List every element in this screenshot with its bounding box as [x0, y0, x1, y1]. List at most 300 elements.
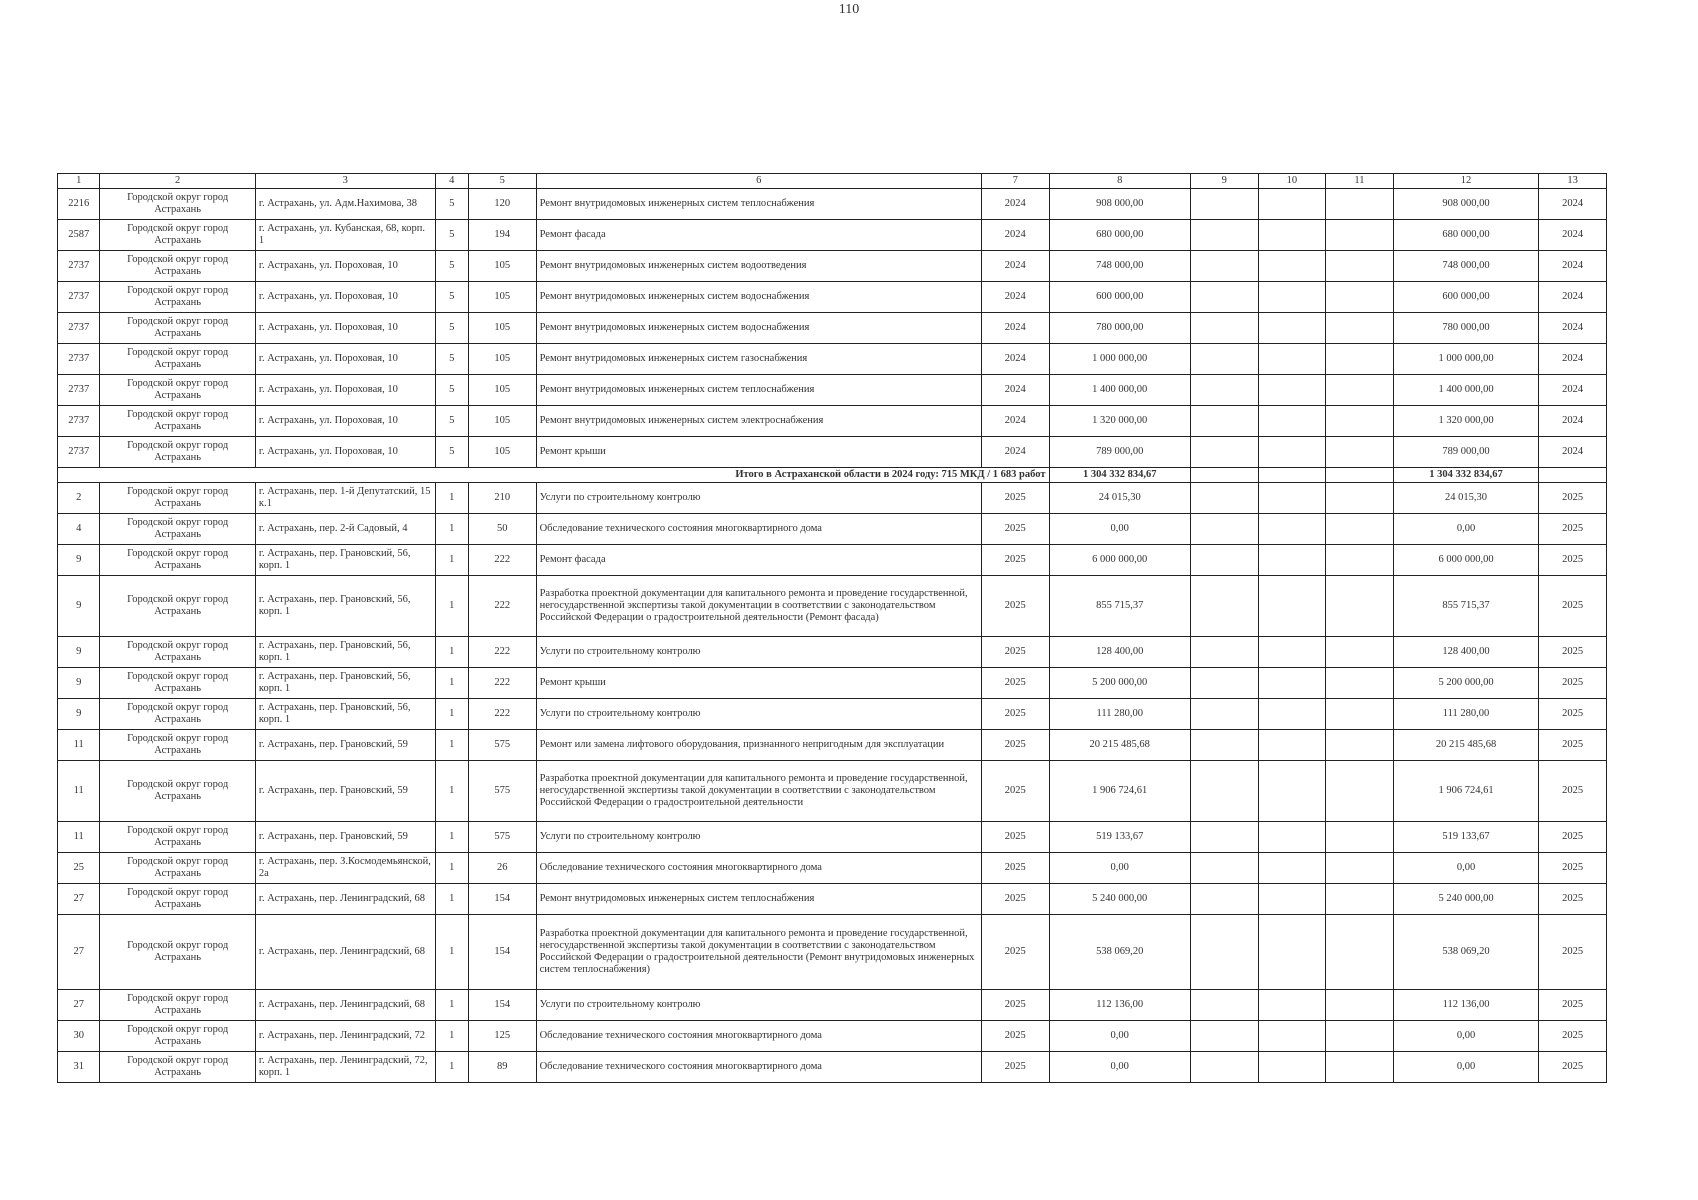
column-number: 8 — [1049, 174, 1190, 189]
table-row — [58, 699, 1607, 730]
group-code: 1 — [435, 668, 468, 699]
table-row — [58, 545, 1607, 576]
table-cell-empty — [1190, 406, 1258, 437]
completion-year: 2024 — [1539, 251, 1607, 282]
table-cell-empty — [1326, 915, 1394, 990]
table-cell-empty — [1539, 468, 1607, 483]
address: г. Астрахань, пер. Грановский, 56, корп. 1 — [255, 545, 435, 576]
column-number: 6 — [536, 174, 981, 189]
row-number: 2216 — [58, 189, 100, 220]
work-type: Ремонт внутридомовых инженерных систем водоснабжения — [536, 282, 981, 313]
table-cell-empty — [1326, 1021, 1394, 1052]
house-id: 154 — [468, 990, 536, 1021]
group-code: 1 — [435, 514, 468, 545]
group-code: 1 — [435, 884, 468, 915]
table-cell-empty — [1190, 375, 1258, 406]
column-number: 2 — [100, 174, 256, 189]
table-cell-empty — [1258, 344, 1326, 375]
table-cell-empty — [1258, 637, 1326, 668]
work-cost: 855 715,37 — [1049, 576, 1190, 637]
table-row — [58, 220, 1607, 251]
work-cost: 20 215 485,68 — [1049, 730, 1190, 761]
house-id: 120 — [468, 189, 536, 220]
page-number: 110 — [838, 2, 860, 17]
row-number: 4 — [58, 514, 100, 545]
table-cell-empty — [1258, 576, 1326, 637]
planned-year: 2025 — [981, 668, 1049, 699]
work-cost: 0,00 — [1049, 1052, 1190, 1083]
table-row — [58, 189, 1607, 220]
work-type: Ремонт или замена лифтового оборудования, признанного непригодным для эксплуатации — [536, 730, 981, 761]
row-number: 11 — [58, 761, 100, 822]
rows-2025 — [58, 483, 1607, 1083]
completion-year: 2025 — [1539, 915, 1607, 990]
municipality: Городской округ город Астрахань — [100, 220, 256, 251]
table-cell-empty — [1326, 251, 1394, 282]
final-cost: 20 215 485,68 — [1393, 730, 1538, 761]
address: г. Астрахань, пер. Грановский, 59 — [255, 761, 435, 822]
column-number: 5 — [468, 174, 536, 189]
address: г. Астрахань, пер. Грановский, 56, корп. 1 — [255, 637, 435, 668]
row-number: 2737 — [58, 375, 100, 406]
table-cell-empty — [1326, 668, 1394, 699]
table-cell-empty — [1258, 668, 1326, 699]
row-number: 9 — [58, 637, 100, 668]
group-code: 1 — [435, 699, 468, 730]
final-cost: 5 200 000,00 — [1393, 668, 1538, 699]
work-cost: 1 400 000,00 — [1049, 375, 1190, 406]
table-cell-empty — [1258, 468, 1326, 483]
address: г. Астрахань, пер. Грановский, 56, корп. 1 — [255, 699, 435, 730]
work-type: Услуги по строительному контролю — [536, 699, 981, 730]
column-number: 10 — [1258, 174, 1326, 189]
work-type: Ремонт внутридомовых инженерных систем водоотведения — [536, 251, 981, 282]
address: г. Астрахань, пер. Грановский, 56, корп. 1 — [255, 668, 435, 699]
group-code: 1 — [435, 1052, 468, 1083]
address: г. Астрахань, ул. Пороховая, 10 — [255, 375, 435, 406]
table-cell-empty — [1326, 884, 1394, 915]
work-type: Ремонт крыши — [536, 668, 981, 699]
row-number: 2737 — [58, 406, 100, 437]
column-number: 12 — [1393, 174, 1538, 189]
table-row — [58, 822, 1607, 853]
final-cost: 748 000,00 — [1393, 251, 1538, 282]
table-cell-empty — [1326, 220, 1394, 251]
table-cell-empty — [1326, 990, 1394, 1021]
house-id: 575 — [468, 761, 536, 822]
row-number: 2737 — [58, 313, 100, 344]
table-row — [58, 915, 1607, 990]
final-cost: 128 400,00 — [1393, 637, 1538, 668]
table-cell-empty — [1190, 189, 1258, 220]
house-id: 50 — [468, 514, 536, 545]
table-cell-empty — [1326, 313, 1394, 344]
table-row — [58, 282, 1607, 313]
table-cell-empty — [1258, 915, 1326, 990]
table-cell-empty — [1326, 189, 1394, 220]
work-type: Услуги по строительному контролю — [536, 822, 981, 853]
planned-year: 2025 — [981, 483, 1049, 514]
group-code: 1 — [435, 637, 468, 668]
address: г. Астрахань, пер. Грановский, 56, корп. 1 — [255, 576, 435, 637]
work-type: Услуги по строительному контролю — [536, 990, 981, 1021]
row-number: 27 — [58, 884, 100, 915]
table-cell-empty — [1258, 699, 1326, 730]
table-cell-empty — [1326, 853, 1394, 884]
table-cell-empty — [1190, 576, 1258, 637]
table-cell-empty — [1258, 730, 1326, 761]
completion-year: 2024 — [1539, 344, 1607, 375]
planned-year: 2025 — [981, 990, 1049, 1021]
final-cost: 0,00 — [1393, 1052, 1538, 1083]
house-id: 194 — [468, 220, 536, 251]
final-cost: 600 000,00 — [1393, 282, 1538, 313]
table-cell-empty — [1190, 251, 1258, 282]
completion-year: 2025 — [1539, 699, 1607, 730]
table-cell-empty — [1258, 853, 1326, 884]
house-id: 154 — [468, 915, 536, 990]
completion-year: 2025 — [1539, 853, 1607, 884]
total-cost: 1 304 332 834,67 — [1049, 468, 1190, 483]
municipality: Городской округ город Астрахань — [100, 915, 256, 990]
table-row — [58, 313, 1607, 344]
row-number: 27 — [58, 915, 100, 990]
address: г. Астрахань, ул. Пороховая, 10 — [255, 251, 435, 282]
completion-year: 2025 — [1539, 730, 1607, 761]
municipality: Городской округ город Астрахань — [100, 514, 256, 545]
address: г. Астрахань, пер. Ленинградский, 72 — [255, 1021, 435, 1052]
group-code: 5 — [435, 406, 468, 437]
work-type: Ремонт крыши — [536, 437, 981, 468]
house-id: 105 — [468, 313, 536, 344]
table-cell-empty — [1258, 884, 1326, 915]
table-cell-empty — [1258, 1021, 1326, 1052]
row-number: 11 — [58, 822, 100, 853]
final-cost: 0,00 — [1393, 853, 1538, 884]
table-cell-empty — [1190, 313, 1258, 344]
house-id: 105 — [468, 375, 536, 406]
table-cell-empty — [1326, 375, 1394, 406]
table-row — [58, 668, 1607, 699]
house-id: 26 — [468, 853, 536, 884]
row-number: 25 — [58, 853, 100, 884]
completion-year: 2025 — [1539, 1021, 1607, 1052]
group-code: 1 — [435, 1021, 468, 1052]
column-number: 1 — [58, 174, 100, 189]
final-cost: 0,00 — [1393, 1021, 1538, 1052]
capital-repair-table — [57, 173, 1607, 1083]
municipality: Городской округ город Астрахань — [100, 437, 256, 468]
final-cost: 1 320 000,00 — [1393, 406, 1538, 437]
final-cost: 6 000 000,00 — [1393, 545, 1538, 576]
municipality: Городской округ город Астрахань — [100, 853, 256, 884]
row-number: 31 — [58, 1052, 100, 1083]
row-number: 27 — [58, 990, 100, 1021]
total-label: Итого в Астраханской области в 2024 году: 715 МКД / 1 683 работ — [58, 468, 1050, 483]
address: г. Астрахань, пер. Ленинградский, 68 — [255, 915, 435, 990]
work-cost: 680 000,00 — [1049, 220, 1190, 251]
municipality: Городской округ город Астрахань — [100, 282, 256, 313]
address: г. Астрахань, пер. Грановский, 59 — [255, 730, 435, 761]
table-cell-empty — [1326, 406, 1394, 437]
work-cost: 0,00 — [1049, 1021, 1190, 1052]
table-cell-empty — [1326, 637, 1394, 668]
table-cell-empty — [1258, 437, 1326, 468]
address: г. Астрахань, ул. Пороховая, 10 — [255, 406, 435, 437]
completion-year: 2025 — [1539, 761, 1607, 822]
final-cost: 680 000,00 — [1393, 220, 1538, 251]
table-cell-empty — [1258, 313, 1326, 344]
table-row — [58, 1052, 1607, 1083]
table-row — [58, 251, 1607, 282]
work-type: Ремонт внутридомовых инженерных систем теплоснабжения — [536, 375, 981, 406]
table-cell-empty — [1190, 514, 1258, 545]
table-row — [58, 437, 1607, 468]
table-row — [58, 1021, 1607, 1052]
planned-year: 2024 — [981, 375, 1049, 406]
final-cost: 908 000,00 — [1393, 189, 1538, 220]
work-cost: 748 000,00 — [1049, 251, 1190, 282]
house-id: 222 — [468, 699, 536, 730]
column-number: 9 — [1190, 174, 1258, 189]
table-cell-empty — [1258, 220, 1326, 251]
table-cell-empty — [1258, 822, 1326, 853]
completion-year: 2025 — [1539, 576, 1607, 637]
planned-year: 2025 — [981, 915, 1049, 990]
group-code: 1 — [435, 822, 468, 853]
table-cell-empty — [1326, 468, 1394, 483]
completion-year: 2025 — [1539, 822, 1607, 853]
planned-year: 2025 — [981, 576, 1049, 637]
completion-year: 2024 — [1539, 406, 1607, 437]
address: г. Астрахань, ул. Адм.Нахимова, 38 — [255, 189, 435, 220]
municipality: Городской округ город Астрахань — [100, 406, 256, 437]
work-type: Ремонт внутридомовых инженерных систем газоснабжения — [536, 344, 981, 375]
work-type: Обследование технического состояния многоквартирного дома — [536, 1021, 981, 1052]
table-cell-empty — [1258, 761, 1326, 822]
table-cell-empty — [1326, 699, 1394, 730]
final-cost: 519 133,67 — [1393, 822, 1538, 853]
row-number: 2737 — [58, 344, 100, 375]
table-cell-empty — [1190, 668, 1258, 699]
row-number: 2737 — [58, 282, 100, 313]
table-cell-empty — [1258, 514, 1326, 545]
completion-year: 2025 — [1539, 637, 1607, 668]
group-code: 5 — [435, 189, 468, 220]
row-number: 30 — [58, 1021, 100, 1052]
house-id: 210 — [468, 483, 536, 514]
work-type: Ремонт внутридомовых инженерных систем теплоснабжения — [536, 884, 981, 915]
group-code: 1 — [435, 545, 468, 576]
address: г. Астрахань, ул. Пороховая, 10 — [255, 437, 435, 468]
work-type: Обследование технического состояния многоквартирного дома — [536, 1052, 981, 1083]
completion-year: 2025 — [1539, 990, 1607, 1021]
final-cost: 1 000 000,00 — [1393, 344, 1538, 375]
municipality: Городской округ город Астрахань — [100, 483, 256, 514]
address: г. Астрахань, пер. Ленинградский, 72, корп. 1 — [255, 1052, 435, 1083]
work-type: Разработка проектной документации для капитального ремонта и проведение государственной, негосударственной экспертизы такой документации в соответствии с законодательством Российской Федерации о градостроительной деятельности (Ремонт фасада) — [536, 576, 981, 637]
row-number: 2737 — [58, 251, 100, 282]
column-number: 11 — [1326, 174, 1394, 189]
house-id: 222 — [468, 576, 536, 637]
table-row — [58, 514, 1607, 545]
table-cell-empty — [1326, 514, 1394, 545]
table-cell-empty — [1190, 468, 1258, 483]
group-code: 5 — [435, 220, 468, 251]
work-cost: 908 000,00 — [1049, 189, 1190, 220]
completion-year: 2025 — [1539, 545, 1607, 576]
table-cell-empty — [1190, 1052, 1258, 1083]
municipality: Городской округ город Астрахань — [100, 1052, 256, 1083]
house-id: 575 — [468, 730, 536, 761]
table-row — [58, 730, 1607, 761]
table-row — [58, 884, 1607, 915]
planned-year: 2025 — [981, 884, 1049, 915]
municipality: Городской округ город Астрахань — [100, 761, 256, 822]
municipality: Городской округ город Астрахань — [100, 699, 256, 730]
table-cell-empty — [1258, 545, 1326, 576]
table-cell-empty — [1258, 406, 1326, 437]
total-row — [58, 468, 1607, 483]
work-cost: 0,00 — [1049, 514, 1190, 545]
planned-year: 2025 — [981, 1052, 1049, 1083]
work-type: Разработка проектной документации для капитального ремонта и проведение государственной, негосударственной экспертизы такой документации в соответствии с законодательством Российской Федерации о градостроительной деятельности (Ремонт внутридомовых инженерных систем теплоснабжения) — [536, 915, 981, 990]
group-code: 1 — [435, 761, 468, 822]
column-number: 13 — [1539, 174, 1607, 189]
table-cell-empty — [1258, 282, 1326, 313]
work-type: Разработка проектной документации для капитального ремонта и проведение государственной, негосударственной экспертизы такой документации в соответствии с законодательством Российской Федерации о градостроительной деятельности — [536, 761, 981, 822]
house-id: 105 — [468, 344, 536, 375]
final-cost: 112 136,00 — [1393, 990, 1538, 1021]
table-cell-empty — [1190, 853, 1258, 884]
planned-year: 2025 — [981, 545, 1049, 576]
table-cell-empty — [1326, 545, 1394, 576]
table-cell-empty — [1190, 637, 1258, 668]
table-cell-empty — [1190, 884, 1258, 915]
table-cell-empty — [1326, 437, 1394, 468]
municipality: Городской округ город Астрахань — [100, 668, 256, 699]
work-cost: 1 320 000,00 — [1049, 406, 1190, 437]
house-id: 222 — [468, 545, 536, 576]
row-number: 11 — [58, 730, 100, 761]
group-code: 5 — [435, 344, 468, 375]
planned-year: 2025 — [981, 761, 1049, 822]
table-cell-empty — [1190, 282, 1258, 313]
table-cell-empty — [1326, 576, 1394, 637]
table-cell-empty — [1326, 282, 1394, 313]
planned-year: 2025 — [981, 637, 1049, 668]
table-cell-empty — [1190, 1021, 1258, 1052]
work-type: Ремонт внутридомовых инженерных систем водоснабжения — [536, 313, 981, 344]
group-code: 1 — [435, 915, 468, 990]
municipality: Городской округ город Астрахань — [100, 1021, 256, 1052]
group-code: 1 — [435, 990, 468, 1021]
municipality: Городской округ город Астрахань — [100, 576, 256, 637]
municipality: Городской округ город Астрахань — [100, 822, 256, 853]
table-cell-empty — [1190, 990, 1258, 1021]
address: г. Астрахань, ул. Кубанская, 68, корп. 1 — [255, 220, 435, 251]
completion-year: 2025 — [1539, 483, 1607, 514]
final-cost: 0,00 — [1393, 514, 1538, 545]
table-row — [58, 344, 1607, 375]
work-cost: 6 000 000,00 — [1049, 545, 1190, 576]
table-cell-empty — [1190, 730, 1258, 761]
municipality: Городской округ город Астрахань — [100, 344, 256, 375]
table-cell-empty — [1190, 483, 1258, 514]
work-cost: 128 400,00 — [1049, 637, 1190, 668]
work-cost: 112 136,00 — [1049, 990, 1190, 1021]
address: г. Астрахань, ул. Пороховая, 10 — [255, 313, 435, 344]
table-cell-empty — [1326, 730, 1394, 761]
table-cell-empty — [1326, 761, 1394, 822]
table-cell-empty — [1258, 483, 1326, 514]
work-cost: 1 000 000,00 — [1049, 344, 1190, 375]
final-cost: 1 400 000,00 — [1393, 375, 1538, 406]
table-row — [58, 637, 1607, 668]
house-id: 222 — [468, 668, 536, 699]
rows-2024 — [58, 189, 1607, 468]
work-cost: 519 133,67 — [1049, 822, 1190, 853]
table-row — [58, 375, 1607, 406]
row-number: 2587 — [58, 220, 100, 251]
house-id: 105 — [468, 437, 536, 468]
table-cell-empty — [1190, 344, 1258, 375]
row-number: 9 — [58, 668, 100, 699]
completion-year: 2025 — [1539, 668, 1607, 699]
total-section — [58, 468, 1607, 483]
address: г. Астрахань, пер. З.Космодемьянской, 2а — [255, 853, 435, 884]
planned-year: 2024 — [981, 406, 1049, 437]
column-number: 3 — [255, 174, 435, 189]
address: г. Астрахань, пер. Ленинградский, 68 — [255, 990, 435, 1021]
row-number: 2737 — [58, 437, 100, 468]
completion-year: 2025 — [1539, 514, 1607, 545]
address: г. Астрахань, пер. 1-й Депутатский, 15 к.1 — [255, 483, 435, 514]
house-id: 89 — [468, 1052, 536, 1083]
table-cell-empty — [1190, 761, 1258, 822]
planned-year: 2024 — [981, 189, 1049, 220]
row-number: 2 — [58, 483, 100, 514]
column-number: 4 — [435, 174, 468, 189]
address: г. Астрахань, пер. 2-й Садовый, 4 — [255, 514, 435, 545]
row-number: 9 — [58, 699, 100, 730]
address: г. Астрахань, пер. Грановский, 59 — [255, 822, 435, 853]
municipality: Городской округ город Астрахань — [100, 884, 256, 915]
final-cost: 5 240 000,00 — [1393, 884, 1538, 915]
column-number-row — [58, 174, 1607, 189]
house-id: 105 — [468, 406, 536, 437]
group-code: 1 — [435, 730, 468, 761]
table-cell-empty — [1326, 344, 1394, 375]
work-type: Услуги по строительному контролю — [536, 637, 981, 668]
group-code: 1 — [435, 853, 468, 884]
house-id: 575 — [468, 822, 536, 853]
completion-year: 2024 — [1539, 437, 1607, 468]
planned-year: 2024 — [981, 344, 1049, 375]
total-cost-final: 1 304 332 834,67 — [1393, 468, 1538, 483]
work-type: Обследование технического состояния многоквартирного дома — [536, 514, 981, 545]
municipality: Городской округ город Астрахань — [100, 375, 256, 406]
group-code: 1 — [435, 483, 468, 514]
work-cost: 5 240 000,00 — [1049, 884, 1190, 915]
planned-year: 2025 — [981, 853, 1049, 884]
final-cost: 1 906 724,61 — [1393, 761, 1538, 822]
house-id: 154 — [468, 884, 536, 915]
table-cell-empty — [1190, 437, 1258, 468]
work-cost: 24 015,30 — [1049, 483, 1190, 514]
table-row — [58, 990, 1607, 1021]
work-cost: 111 280,00 — [1049, 699, 1190, 730]
